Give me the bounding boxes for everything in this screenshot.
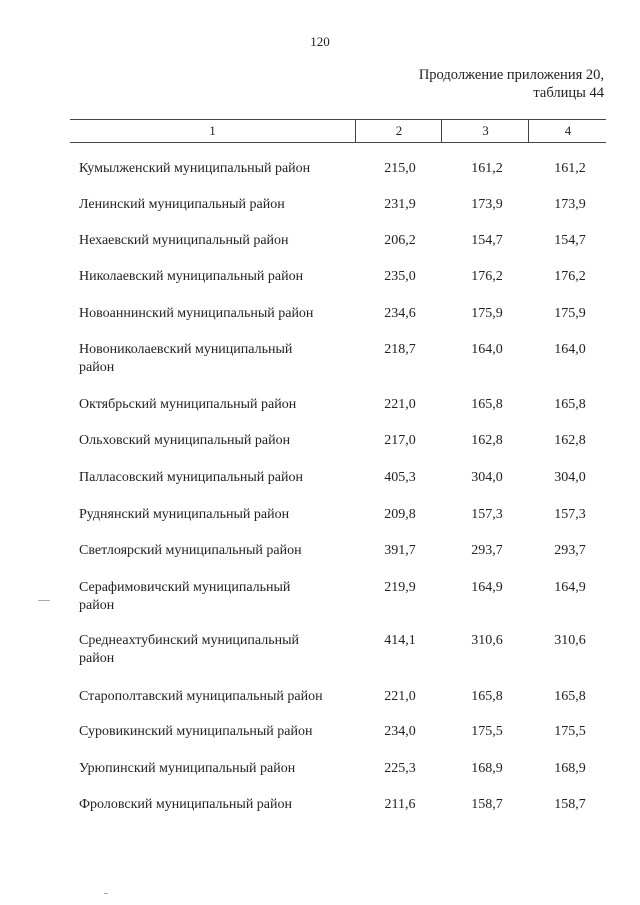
district-name: Палласовский муниципальный район bbox=[79, 470, 303, 485]
district-name: Кумылженский муниципальный район bbox=[79, 161, 311, 176]
district-name: Нехаевский муниципальный район bbox=[79, 233, 289, 248]
value-col-3: 164,9 bbox=[471, 580, 503, 595]
value-col-2: 231,9 bbox=[384, 197, 416, 212]
value-col-2: 219,9 bbox=[384, 580, 416, 595]
value-col-4: 161,2 bbox=[554, 161, 586, 176]
value-col-2: 235,0 bbox=[384, 269, 416, 284]
district-name: Среднеахтубинский муниципальный район bbox=[79, 633, 300, 666]
value-col-4: 157,3 bbox=[554, 507, 586, 522]
value-col-3: 175,5 bbox=[471, 724, 503, 739]
value-col-4: 175,9 bbox=[554, 306, 586, 321]
value-col-3: 164,0 bbox=[471, 342, 503, 357]
value-col-3: 176,2 bbox=[471, 269, 503, 284]
value-col-3: 161,2 bbox=[471, 161, 503, 176]
column-header-3: 3 bbox=[441, 120, 529, 142]
value-col-4: 293,7 bbox=[554, 543, 586, 558]
appendix-note bbox=[419, 66, 604, 102]
value-col-3: 165,8 bbox=[471, 397, 503, 412]
value-col-4: 168,9 bbox=[554, 761, 586, 776]
district-name: Ольховский муниципальный район bbox=[79, 433, 291, 448]
district-name: Новониколаевский муниципальный район bbox=[79, 342, 293, 375]
column-header-4: 4 bbox=[528, 120, 607, 142]
value-col-3: 157,3 bbox=[471, 507, 503, 522]
value-col-2: 209,8 bbox=[384, 507, 416, 522]
appendix-note-line-2: таблицы 44 bbox=[533, 85, 604, 101]
scan-mark-left bbox=[38, 600, 50, 601]
value-col-4: 310,6 bbox=[554, 633, 586, 648]
value-col-2: 211,6 bbox=[384, 797, 416, 812]
value-col-3: 168,9 bbox=[471, 761, 503, 776]
value-col-2: 391,7 bbox=[384, 543, 416, 558]
scan-mark-bottom bbox=[104, 893, 108, 894]
table-header bbox=[70, 119, 606, 143]
district-name: Фроловский муниципальный район bbox=[79, 797, 293, 812]
value-col-2: 234,6 bbox=[384, 306, 416, 321]
district-name: Ленинский муниципальный район bbox=[79, 197, 285, 212]
value-col-3: 304,0 bbox=[471, 470, 503, 485]
district-name: Октябрьский муниципальный район bbox=[79, 397, 297, 412]
district-name: Светлоярский муниципальный район bbox=[79, 543, 302, 558]
appendix-note-line-1: Продолжение приложения 20, bbox=[418, 67, 604, 83]
value-col-4: 154,7 bbox=[554, 233, 586, 248]
column-header-1: 1 bbox=[209, 123, 216, 138]
value-col-2: 217,0 bbox=[384, 433, 416, 448]
value-col-4: 164,0 bbox=[554, 342, 586, 357]
value-col-4: 158,7 bbox=[554, 797, 586, 812]
page-number: 120 bbox=[310, 34, 330, 49]
value-col-2: 218,7 bbox=[384, 342, 416, 357]
value-col-4: 173,9 bbox=[554, 197, 586, 212]
district-name: Суровикинский муниципальный район bbox=[79, 724, 313, 739]
value-col-4: 175,5 bbox=[554, 724, 586, 739]
value-col-4: 304,0 bbox=[554, 470, 586, 485]
value-col-2: 405,3 bbox=[384, 470, 416, 485]
column-header-2: 2 bbox=[355, 120, 442, 142]
value-col-3: 154,7 bbox=[471, 233, 503, 248]
district-name: Новоаннинский муниципальный район bbox=[79, 306, 314, 321]
value-col-2: 414,1 bbox=[384, 633, 416, 648]
district-name: Серафимовичский муниципальный район bbox=[79, 580, 291, 613]
district-name: Николаевский муниципальный район bbox=[79, 269, 304, 284]
value-col-3: 173,9 bbox=[471, 197, 503, 212]
value-col-4: 176,2 bbox=[554, 269, 586, 284]
value-col-2: 234,0 bbox=[384, 724, 416, 739]
value-col-4: 162,8 bbox=[554, 433, 586, 448]
value-col-3: 158,7 bbox=[471, 797, 503, 812]
value-col-3: 310,6 bbox=[471, 633, 503, 648]
value-col-2: 221,0 bbox=[384, 689, 416, 704]
value-col-3: 175,9 bbox=[471, 306, 503, 321]
district-name: Старополтавский муниципальный район bbox=[79, 689, 323, 704]
value-col-4: 165,8 bbox=[554, 689, 586, 704]
district-name: Урюпинский муниципальный район bbox=[79, 761, 296, 776]
value-col-4: 164,9 bbox=[554, 580, 586, 595]
district-name: Руднянский муниципальный район bbox=[79, 507, 290, 522]
value-col-2: 225,3 bbox=[384, 761, 416, 776]
value-col-4: 165,8 bbox=[554, 397, 586, 412]
value-col-2: 206,2 bbox=[384, 233, 416, 248]
value-col-2: 221,0 bbox=[384, 397, 416, 412]
value-col-3: 165,8 bbox=[471, 689, 503, 704]
value-col-3: 293,7 bbox=[471, 543, 503, 558]
value-col-2: 215,0 bbox=[384, 161, 416, 176]
value-col-3: 162,8 bbox=[471, 433, 503, 448]
